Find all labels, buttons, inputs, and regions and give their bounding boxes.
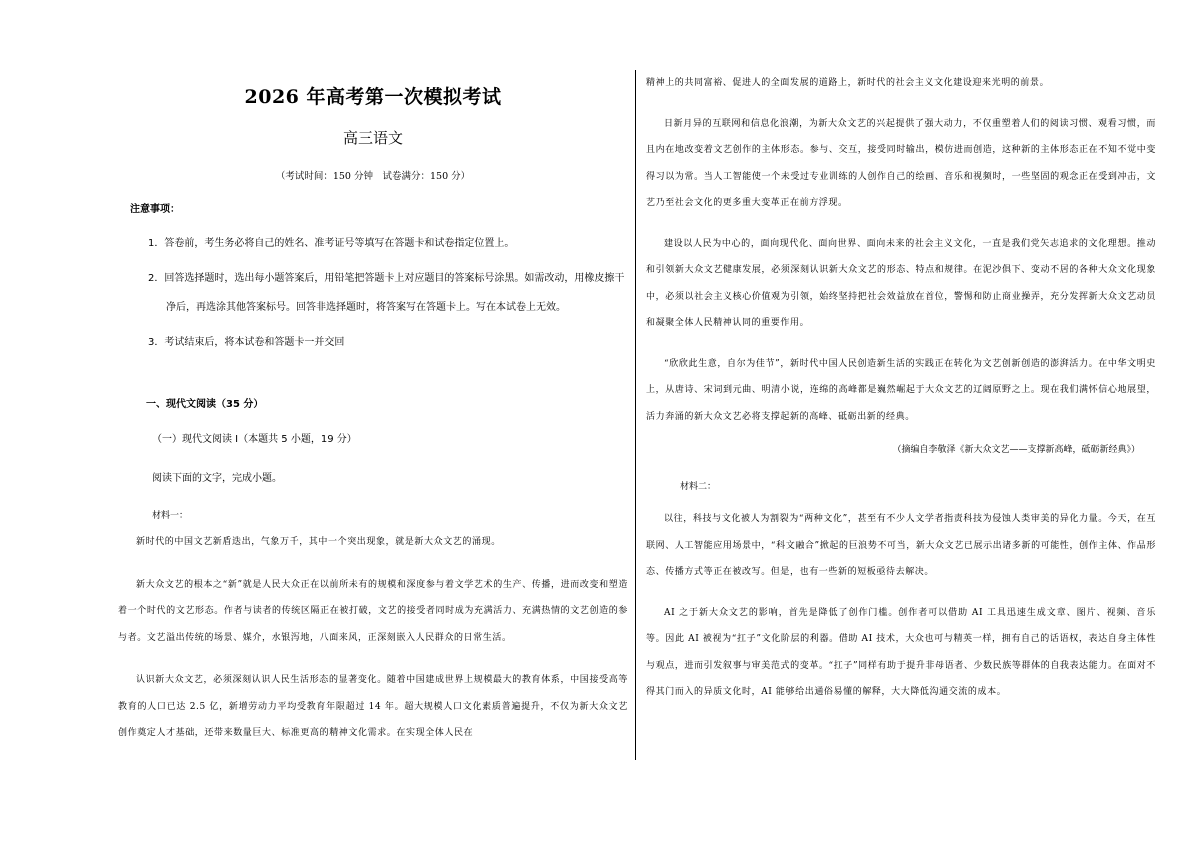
notice-title: 注意事项： [130, 204, 180, 215]
exam-title: 2026 年高考第一次模拟考试 [244, 86, 502, 108]
section-title: 一、现代文阅读（35 分） [146, 399, 264, 410]
material-two-label: 材料二： [680, 482, 717, 492]
notice-list [118, 229, 628, 357]
paragraph: “欣欣此生意，自尔为佳节”，新时代中国人民创造新生活的实践正在转化为文艺创新创造的澎湃活力。在中华文明史上，从唐诗、宋词到元曲、明清小说，连绵的高峰都是巍然崛起于大众文艺的辽阔原野之上。现在我们满怀信心地展望，活力奔涌的新大众文艺必将支撑起新的高峰、砥砺出新的经典。 [646, 358, 1156, 422]
paragraph: 日新月异的互联网和信息化浪潮，为新大众文艺的兴起提供了强大动力，不仅重塑着人们的阅读习惯、观看习惯，而且内在地改变着文艺创作的主体形态。参与、交互，接受同时输出，模仿进而创造，这种新的主体形态正在不知不觉中变得习以为常。当人工智能使一个未受过专业训练的人创作自己的绘画、音乐和视频时，一些坚固的观念正在受到冲击，文艺乃至社会文化的更多重大变革正在前方浮现。 [646, 118, 1156, 208]
paragraph: 建设以人民为中心的，面向现代化、面向世界、面向未来的社会主义文化，一直是我们党矢志追求的文化理想。推动和引领新大众文艺健康发展，必须深刻认识新大众文艺的形态、特点和规律。在泥沙俱下、变动不居的各种大众文化现象中，必须以社会主义核心价值观为引领，始终坚持把社会效益放在首位，警惕和防止商业操弄，充分发挥新大众文艺动员和凝聚全体人民精神认同的重要作用。 [646, 238, 1156, 328]
reading-instruction: 阅读下面的文字，完成小题。 [152, 473, 282, 484]
right-column [646, 70, 1156, 706]
notice-item: 1．答卷前，考生务必将自己的姓名、准考证号等填写在答题卡和试卷指定位置上。 [148, 238, 515, 249]
column-divider [635, 70, 636, 760]
paragraph: 以往，科技与文化被人为割裂为“两种文化”，甚至有不少人文学者指责科技为侵蚀人类审美的异化力量。今天，在互联网、人工智能应用场景中，“科文融合”掀起的巨浪势不可当，新大众文艺已展示出诸多新的可能性，创作主体、作品形态、传播方式等正在被改写。但是，也有一些新的短板亟待去解决。 [646, 514, 1156, 577]
paragraph: 新大众文艺的根本之“新”就是人民大众正在以前所未有的规模和深度参与着文学艺术的生产、传播，进而改变和塑造着一个时代的文艺形态。作者与读者的传统区隔正在被打破，文艺的接受者同时成为充满活力、充满热情的文艺创造的参与者。文艺溢出传统的场景、媒介，水银泻地，八面来风，正深刻嵌入人民群众的日常生活。 [118, 579, 628, 643]
notice-item: 3．考试结束后，将本试卷和答题卡一并交回 [148, 337, 345, 348]
left-column [118, 70, 628, 747]
material-one-label: 材料一： [152, 511, 189, 521]
exam-subtitle: 高三语文 [342, 129, 403, 147]
paragraph: AI 之于新大众文艺的影响，首先是降低了创作门槛。创作者可以借助 AI 工具迅速生成文章、图片、视频、音乐等。因此 AI 被视为“扛子”文化阶层的利器。借助 AI 技术，大众也可与精英一样，拥有自己的话语权，表达自身主体性与观点，进而引发叙事与审美范式的变革。“扛子”同样有助于提升非母语者、少数民族等群体的自我表达能力。在面对不得其门而入的异质文化时，AI 能够给出通俗易懂的解释，大大降低沟通交流的成本。 [646, 607, 1156, 697]
paragraph: 精神上的共同富裕、促进人的全面发展的道路上，新时代的社会主义文化建设迎来光明的前景。 [646, 78, 1050, 88]
exam-time: （考试时间：150 分钟 试卷满分：150 分） [275, 171, 471, 182]
notice-item: 2．回答选择题时，选出每小题答案后，用铅笔把答题卡上对应题目的答案标号涂黑。如需改动，用橡皮擦干净后，再选涂其他答案标号。回答非选择题时，将答案写在答题卡上。写在本试卷上无效。 [148, 273, 625, 313]
paragraph: 新时代的中国文艺新盾迭出，气象万千，其中一个突出现象，就是新大众文艺的涌现。 [136, 537, 501, 547]
subsection-title: （一）现代文阅读 I（本题共 5 小题，19 分） [152, 434, 357, 445]
paragraph: 认识新大众文艺，必须深刻认识人民生活形态的显著变化。随着中国建成世界上规模最大的教育体系，中国接受高等教育的人口已达 2.5 亿，新增劳动力平均受教育年限超过 14 年。超大规模人口文化素质普遍提升，不仅为新大众文艺创作奠定人才基础，还带来数量巨大、标准更高的精神文化需求。在实现全体人民在 [118, 675, 628, 738]
source-citation: （摘编自李敬泽《新大众文艺——支撑新高峰，砥砺新经典》） [892, 445, 1140, 455]
